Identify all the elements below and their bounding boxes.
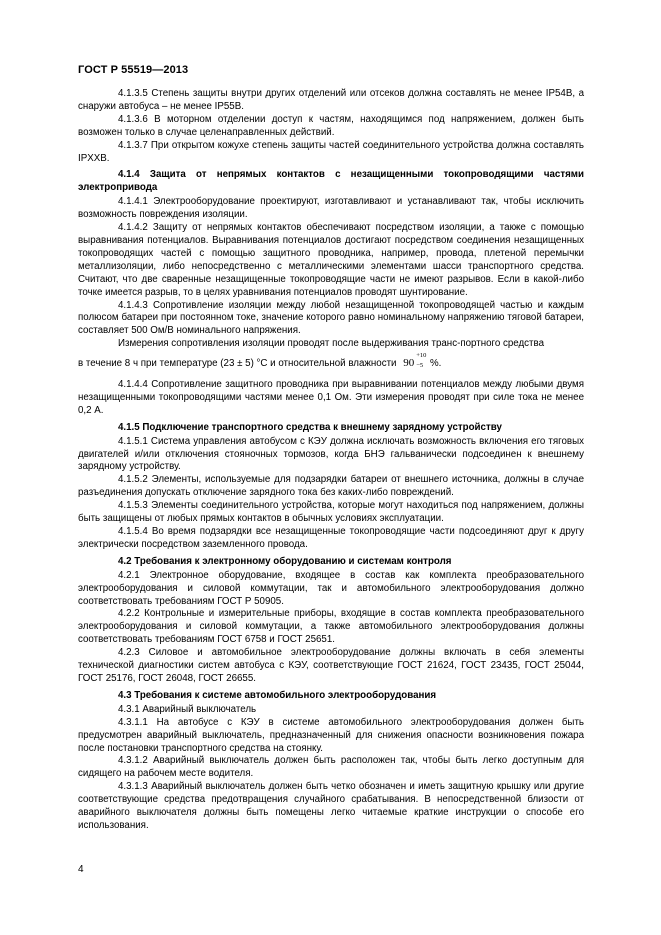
paragraph-4-3-1-2: 4.3.1.2 Аварийный выключатель должен быть расположен так, чтобы быть легко доступным для сидящего на рабочем месте водителя. bbox=[78, 755, 584, 780]
paragraph-4-1-3-7: 4.1.3.7 При открытом кожухе степень защиты частей соединительного устройства должна составлять IPXXB. bbox=[78, 139, 584, 164]
paragraph-4-3-1: 4.3.1 Аварийный выключатель bbox=[118, 703, 257, 715]
paragraph-4-1-4-1: 4.1.4.1 Электрооборудование проектируют, изготавливают и устанавливают так, чтобы исключить возможность повреждения изоляции. bbox=[78, 196, 584, 221]
paragraph-4-1-4-3: 4.1.4.3 Сопротивление изоляции между любой незащищенной токопроводящей частью и каждым полюсом батареи при постоянном токе, значение которого равно номинальному напряжению тяговой батареи, составляет 500 Ом/В номинального напряжения. bbox=[78, 299, 584, 337]
humidity-tolerance-upper: +10 bbox=[416, 352, 427, 360]
section-heading-4-2: 4.2 Требования к электронному оборудованию и системам контроля bbox=[118, 555, 452, 567]
paragraph-4-1-4-3-measurement: Измерения сопротивления изоляции проводят после выдерживания транс-портного средства bbox=[118, 338, 545, 350]
page-number: 4 bbox=[78, 864, 84, 875]
paragraph-4-3-1-1: 4.3.1.1 На автобусе с КЭУ в системе автомобильного электрооборудования должен быть предусмотрен аварийный выключатель, предназначенный для снижения опасности возникновения пожара после постановки транспортного средства на стоянку. bbox=[78, 716, 584, 754]
humidity-value-with-tolerance bbox=[403, 352, 427, 370]
paragraph-4-1-5-1: 4.1.5.1 Система управления автобусом с КЭУ должна исключать возможность включения его тяговых двигателей и/или отключения стояночных тормозов, когда БНЭ гальванически подсоединен к внешнему зарядному устройству. bbox=[78, 435, 584, 473]
paragraph-4-2-2: 4.2.2 Контрольные и измерительные приборы, входящие в состав комплекта преобразовательного электрооборудования и силовой коммутации, а также автомобильного электрооборудования должны соответствовать требованиям ГОСТ 6758 и ГОСТ 25651. bbox=[78, 608, 584, 646]
document-header: ГОСТ Р 55519—2013 bbox=[78, 64, 189, 76]
humidity-tolerance-lower: −5 bbox=[416, 362, 424, 370]
humidity-text-before: в течение 8 ч при температуре (23 ± 5) °С и относительной влажности bbox=[78, 358, 397, 370]
paragraph-4-2-3: 4.2.3 Силовое и автомобильное электрооборудование должны включать в себя элементы технической диагностики систем автобуса с КЭУ, соответствующие ГОСТ 21624, ГОСТ 23435, ГОСТ 25044, ГОСТ 25176, ГОСТ 26048, ГОСТ 26655. bbox=[78, 647, 584, 684]
paragraph-4-3-1-3: 4.3.1.3 Аварийный выключатель должен быть четко обозначен и иметь защитную крышку или другие соответствующие средства предотвращения случайного срабатывания. В непосредственной близости от аварийного выключателя должны быть помещены легко читаемые краткие инструкции о способе его использования. bbox=[78, 781, 584, 831]
paragraph-4-1-4-2: 4.1.4.2 Защиту от непрямых контактов обеспечивают посредством изоляции, а также с помощью выравнивания потенциалов. Выравнивания потенциалов достигают посредством соединения незащищенных токопроводящих частей с помощью защитного проводника, например, провода, плетеной перемычки металлизоляции, либо непосредственно с металлическими элементами шасси транспортного средства. Считают, что две сваренные незащищенные токопроводящие части не имеют разрывов. Если в какой-либо точке имеется разрыв, то в целях уравнивания потенциалов проводят шунтирование. bbox=[78, 222, 584, 298]
humidity-value: 90 bbox=[403, 357, 415, 370]
section-heading-4-1-4: 4.1.4 Защита от непрямых контактов с незащищенными токопроводящими частями электропривода bbox=[78, 169, 584, 194]
humidity-text-after: %. bbox=[429, 358, 442, 370]
section-heading-4-1-5: 4.1.5 Подключение транспортного средства к внешнему зарядному устройству bbox=[118, 421, 502, 433]
paragraph-4-1-4-4: 4.1.4.4 Сопротивление защитного проводника при выравнивании потенциалов между любыми двумя незащищенными токопроводящими частями менее 0,1 Ом. Эти измерения проводят при силе тока не менее 0,2 А. bbox=[78, 379, 584, 416]
paragraph-4-1-5-4: 4.1.5.4 Во время подзарядки все незащищенные токопроводящие части подсоединяют друг к другу электрически посредством заземленного провода. bbox=[78, 526, 584, 550]
paragraph-4-1-3-6: 4.1.3.6 В моторном отделении доступ к частям, находящимся под напряжением, должен быть возможен только в случае целенаправленных действий. bbox=[78, 113, 584, 138]
paragraph-4-1-5-2: 4.1.5.2 Элементы, используемые для подзарядки батареи от внешнего источника, должны в случае разъединения допускать отключение зарядного тока без каких-либо повреждений. bbox=[78, 474, 584, 499]
paragraph-4-1-5-3: 4.1.5.3 Элементы соединительного устройства, которые могут находиться под напряжением, должны быть защищены от любых прямых контактов в обычных условиях эксплуатации. bbox=[78, 500, 584, 525]
section-heading-4-3: 4.3 Требования к системе автомобильного электрооборудования bbox=[118, 689, 437, 701]
document-body bbox=[78, 88, 584, 833]
humidity-condition-line bbox=[78, 352, 584, 371]
paragraph-4-2-1: 4.2.1 Электронное оборудование, входящее в состав как комплекта преобразовательного электрооборудования и силовой коммутации, так и автомобильного электрооборудования должно соответствовать требованиям ГОСТ Р 50905. bbox=[78, 569, 584, 607]
paragraph-4-1-3-5: 4.1.3.5 Степень защиты внутри других отделений или отсеков должна составлять не менее IP54B, а снаружи автобуса – не менее IP55B. bbox=[78, 88, 584, 112]
